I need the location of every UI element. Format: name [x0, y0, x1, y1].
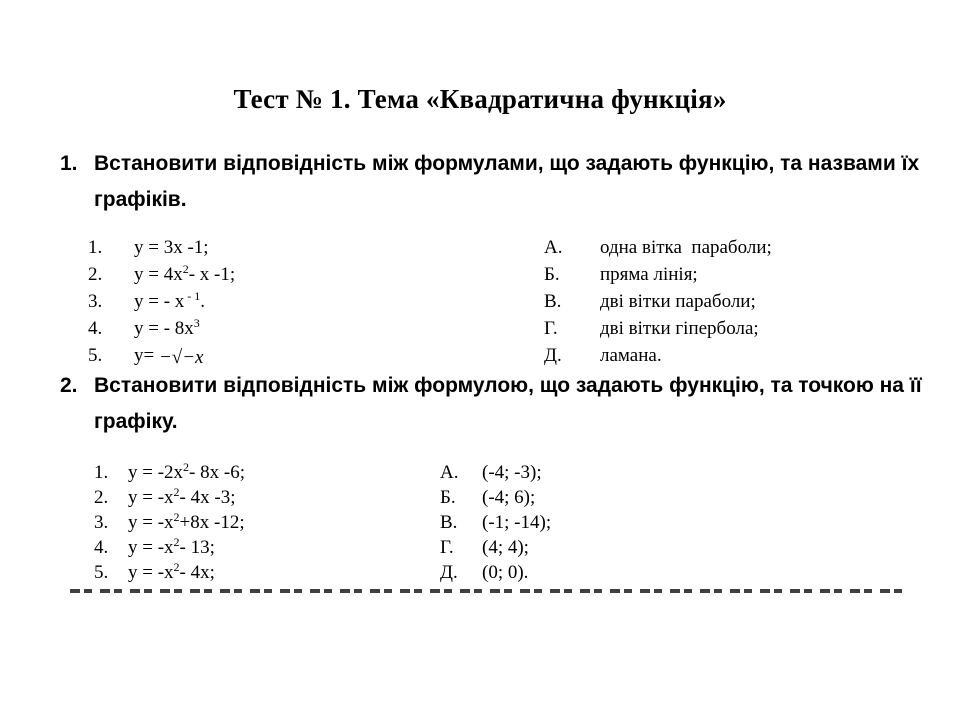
question-2 [60, 368, 940, 440]
formula-part: y = - x [134, 291, 185, 312]
item-number: 2. [88, 264, 103, 285]
option-text: одна вітка параболи; [600, 237, 772, 258]
formula-part: +8x -12; [179, 512, 245, 533]
item-number: 5. [94, 562, 109, 583]
formula [134, 318, 200, 340]
formula-part: y = -x [128, 512, 174, 533]
question-1 [60, 146, 940, 218]
formula [134, 345, 203, 367]
option-letter: Г. [440, 537, 454, 558]
option-text: (4; 4); [482, 537, 529, 558]
formula [128, 462, 245, 484]
option-letter: Д. [440, 562, 458, 583]
formula-part: y = 4x [134, 264, 183, 285]
formula-part: y = -x [128, 562, 174, 583]
formula-part: y = - 8x [134, 318, 194, 339]
exponent: 2 [173, 535, 180, 549]
item-number: 1. [94, 462, 109, 483]
formula-part: y = -x [128, 487, 174, 508]
option-letter: А. [544, 237, 563, 258]
option-letter: А. [440, 462, 459, 483]
item-number: 5. [88, 345, 103, 366]
item-number: 3. [94, 512, 109, 533]
formula-part: y= [134, 345, 155, 366]
formula-part: y = -2x [128, 462, 184, 483]
item-number: 4. [94, 537, 109, 558]
option-text: (0; 0). [482, 562, 529, 583]
formula [134, 264, 235, 286]
option-text: дві вітки гіпербола; [600, 318, 759, 339]
formula-part: - x -1; [188, 264, 236, 285]
item-number: 2. [94, 487, 109, 508]
exponent: 2 [182, 262, 189, 276]
option-letter: Б. [544, 264, 560, 285]
formula-part: - 8x -6; [189, 462, 245, 483]
option-letter: В. [440, 512, 458, 533]
formula [134, 291, 205, 313]
formula-part: - 4x -3; [179, 487, 236, 508]
formula [128, 487, 235, 509]
option-letter: Г. [544, 318, 558, 339]
formula-part: . [200, 291, 206, 312]
formula [128, 562, 215, 584]
exponent: - 1 [184, 289, 201, 303]
clipped-next-question [70, 589, 910, 593]
option-text: (-1; -14); [482, 512, 552, 533]
question-2-text: Встановити відповідність між формулою, що задають функцію, та точкою на її графіку. [94, 374, 922, 433]
page-title: Тест № 1. Тема «Квадратична функція» [233, 84, 727, 114]
exponent: 2 [183, 460, 190, 474]
option-letter: В. [544, 291, 562, 312]
option-letter: Б. [440, 487, 456, 508]
radical-expression: −√−x [158, 347, 204, 368]
formula-part: - 4x; [179, 562, 215, 583]
formula-part: y = 3x -1; [134, 237, 209, 258]
formula-part: y = -x [128, 537, 174, 558]
exponent: 2 [173, 485, 180, 499]
option-letter: Д. [544, 345, 562, 366]
question-1-text: Встановити відповідність між формулами, що задають функцію, та назвами їх графіків. [94, 152, 920, 211]
exponent: 2 [173, 510, 180, 524]
item-number: 3. [88, 291, 103, 312]
option-text: (-4; -3); [482, 462, 542, 483]
option-text: пряма лінія; [600, 264, 698, 285]
exponent: 2 [173, 560, 180, 574]
formula [134, 237, 209, 259]
question-2-number: 2. [60, 374, 78, 397]
formula [128, 512, 245, 534]
formula [128, 537, 215, 559]
exponent: 3 [193, 316, 200, 330]
option-text: дві вітки параболи; [600, 291, 756, 312]
formula-part: - 13; [179, 537, 215, 558]
question-1-number: 1. [60, 152, 78, 175]
item-number: 1. [88, 237, 103, 258]
item-number: 4. [88, 318, 103, 339]
option-text: (-4; 6); [482, 487, 536, 508]
option-text: ламана. [600, 345, 662, 366]
